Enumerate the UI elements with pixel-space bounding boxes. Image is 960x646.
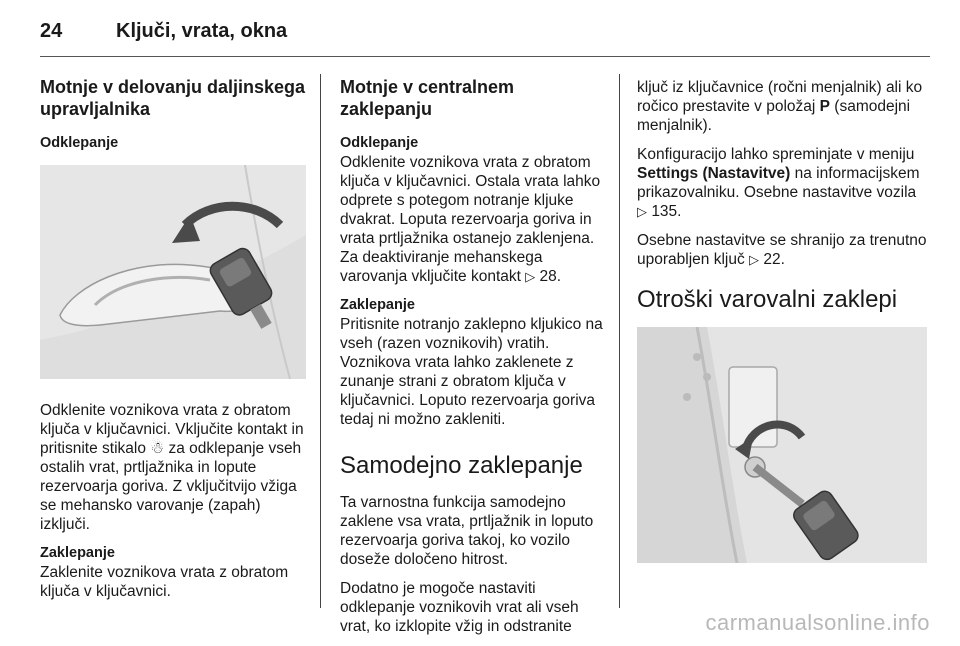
lock-paragraph: Zaklenite voznikova vrata z obratom ključa v ključavnici. xyxy=(40,564,289,600)
settings-paragraph: Konfiguracijo lahko spreminjate v meniju Settings (Nastavitve) na informacijskem prikazovalniku. Osebne nastavitve vozila ▷ 135. xyxy=(637,146,920,220)
page-ref-arrow-icon: ▷ xyxy=(749,252,760,267)
page-ref-arrow-icon: ▷ xyxy=(637,204,647,219)
header-rule xyxy=(40,56,930,57)
section-heading-child-locks: Otroški varovalni zaklepi xyxy=(637,286,898,313)
page-ref-28[interactable]: 28. xyxy=(539,268,562,285)
unlock-icon: ☃ xyxy=(150,440,165,457)
subheading-unlocking-2: Odklepanje xyxy=(340,135,419,151)
section-heading-auto-lock: Samodejno zaklepanje xyxy=(340,452,583,479)
central-unlock-paragraph: Odklenite voznikova vrata z obratom ključa v ključavnici. Ostala vrata lahko odprete s potegom notranje kljuke dvakrat. Loputa rezervoarja goriva in vrata prtljažnika ostanejo zaklenjena. Za deaktiviranje mehanskega varovanja vključite kontakt ▷ 28. xyxy=(340,154,601,285)
subheading-unlocking: Odklepanje xyxy=(40,135,119,151)
watermark: carmanualsonline.info xyxy=(705,610,930,635)
saved-settings-paragraph: Osebne nastavitve se shranijo za trenutno uporabljen ključ ▷ 22. xyxy=(637,232,927,268)
page-ref-arrow-icon: ▷ xyxy=(525,269,536,284)
column-divider-2 xyxy=(619,74,620,608)
column-divider-1 xyxy=(320,74,321,608)
auto-lock-continuation: ključ iz ključavnice (ročni menjalnik) ali ko ročico prestavite v položaj P (samodejni menjalnik). xyxy=(637,79,923,134)
unlock-paragraph: Odklenite voznikova vrata z obratom ključa v ključavnici. Vključite kontakt in pritisnite stikalo ☃ za odklepanje vseh ostalih vrat, prtljažnika in lopute rezervoarja goriva. Z vključitvijo vžiga se mehansko varovanje (zapah) izključi. xyxy=(40,402,304,533)
page-ref-135[interactable]: 135. xyxy=(651,203,682,220)
subheading-locking: Zaklepanje xyxy=(40,545,115,561)
column-2 xyxy=(340,72,606,646)
subheading-locking-2: Zaklepanje xyxy=(340,297,415,313)
page-ref-22[interactable]: 22. xyxy=(763,251,785,268)
child-lock-illustration xyxy=(637,327,927,563)
central-lock-paragraph: Pritisnite notranjo zaklepno kljukico na vseh (razen voznikovih) vratih. Voznikova vrata lahko zaklenete z zunanje strani z obratom ključa v ključavnici. Loputo rezervoarja goriva tedaj ni možno zakleniti. xyxy=(340,316,603,428)
page-number: 24 xyxy=(40,20,63,42)
page-header xyxy=(40,14,920,54)
section-heading-central-lock-fault: Motnje v centralnem zaklepanju xyxy=(340,77,515,119)
chapter-title: Ključi, vrata, okna xyxy=(116,20,288,42)
column-3 xyxy=(637,72,927,563)
column-1 xyxy=(40,72,306,611)
section-heading-remote-fault: Motnje v delovanju daljinskega upravljalnika xyxy=(40,77,306,119)
door-handle-key-illustration xyxy=(40,165,306,379)
auto-lock-paragraph-1: Ta varnostna funkcija samodejno zaklene vsa vrata, prtljažnik in loputo rezervoarja goriva takoj, ko vozilo doseže določeno hitrost. xyxy=(340,494,594,568)
auto-lock-paragraph-2: Dodatno je mogoče nastaviti odklepanje voznikovih vrat ali vseh vrat, ko izklopite vžig in odstranite xyxy=(340,580,579,635)
